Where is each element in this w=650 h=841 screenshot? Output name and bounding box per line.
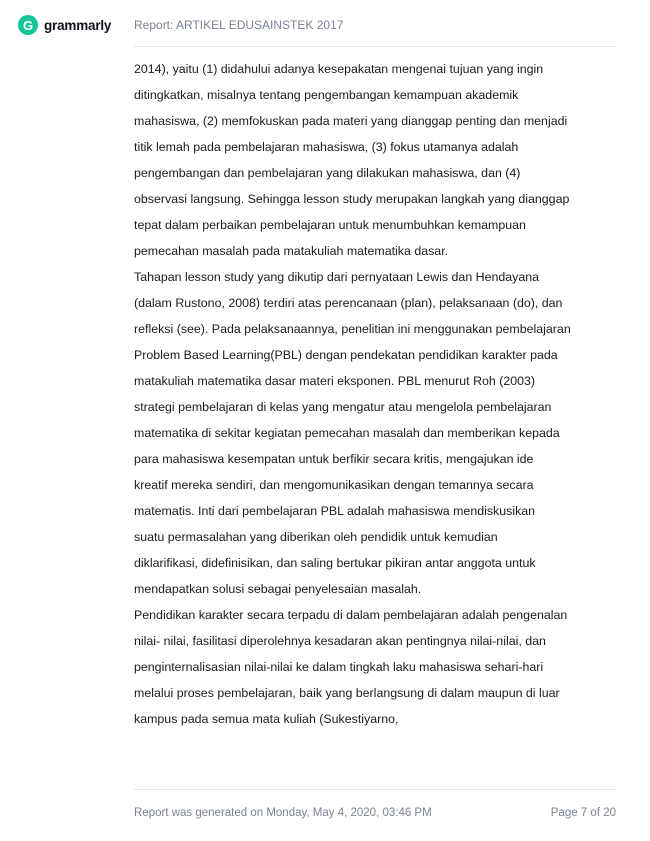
text-line: Pendidikan karakter secara terpadu di dalam pembelajaran adalah pengenalan [134, 608, 568, 622]
text-line: tepat dalam perbaikan pembelajaran untuk menumbuhkan kemampuan [134, 218, 526, 232]
text-line: (dalam Rustono, 2008) terdiri atas perencanaan (plan), pelaksanaan (do), dan [134, 296, 563, 310]
text-line: para mahasiswa kesempatan untuk berfikir secara kritis, mengajukan ide [134, 452, 534, 466]
text-line: kampus pada semua mata kuliah (Sukestiyarno, [134, 712, 399, 726]
grammarly-g-icon: G [18, 15, 38, 35]
report-header [0, 0, 650, 50]
footer-divider [134, 789, 616, 790]
text-line: observasi langsung. Sehingga lesson study merupakan langkah yang dianggap [134, 192, 570, 206]
text-line: diklarifikasi, didefinisikan, dan saling bertukar pikiran antar anggota untuk [134, 556, 536, 570]
text-line: melalui proses pembelajaran, baik yang berlangsung di dalam maupun di luar [134, 686, 560, 700]
text-line: matakuliah matematika dasar materi eksponen. PBL menurut Roh (2003) [134, 374, 536, 388]
text-line: titik lemah pada pembelajaran mahasiswa, (3) fokus utamanya adalah [134, 140, 519, 154]
text-line: pengembangan dan pembelajaran yang dilakukan mahasiswa, dan (4) [134, 166, 521, 180]
text-line: Tahapan lesson study yang dikutip dari pernyataan Lewis dan Hendayana [134, 270, 540, 284]
grammarly-logo [18, 15, 111, 35]
text-line: Problem Based Learning(PBL) dengan pendekatan pendidikan karakter pada [134, 348, 558, 362]
document-body [134, 56, 624, 732]
generated-timestamp: Report was generated on Monday, May 4, 2020, 03:46 PM [134, 807, 432, 819]
text-line: mahasiswa, (2) memfokuskan pada materi yang dianggap penting dan menjadi [134, 114, 568, 128]
header-divider [134, 46, 616, 47]
page-number: Page 7 of 20 [550, 807, 616, 819]
logo-wordmark: grammarly [44, 17, 112, 33]
text-line: refleksi (see). Pada pelaksanaannya, penelitian ini menggunakan pembelajaran [134, 322, 571, 336]
text-line: suatu permasalahan yang diberikan oleh pendidik untuk kemudian [134, 530, 498, 544]
text-line: strategi pembelajaran di kelas yang mengatur atau mengelola pembelajaran [134, 400, 552, 414]
text-line: kreatif mereka sendiri, dan mengomunikasikan dengan temannya secara [134, 478, 534, 492]
text-line: nilai- nilai, fasilitasi diperolehnya kesadaran akan pentingnya nilai-nilai, dan [134, 634, 546, 648]
text-line: matematika di sekitar kegiatan pemecahan masalah dan memberikan kepada [134, 426, 560, 440]
text-line: pemecahan masalah pada matakuliah matematika dasar. [134, 244, 449, 258]
text-line: mendapatkan solusi sebagai penyelesaian masalah. [134, 582, 422, 596]
text-line: matematis. Inti dari pembelajaran PBL adalah mahasiswa mendiskusikan [134, 504, 536, 518]
text-line: penginternalisasian nilai-nilai ke dalam tingkah laku mahasiswa sehari-hari [134, 660, 544, 674]
text-line: 2014), yaitu (1) didahului adanya kesepakatan mengenai tujuan yang ingin [134, 62, 544, 76]
text-line: ditingkatkan, misalnya tentang pengembangan kemampuan akademik [134, 88, 519, 102]
report-title: Report: ARTIKEL EDUSAINSTEK 2017 [134, 18, 344, 32]
